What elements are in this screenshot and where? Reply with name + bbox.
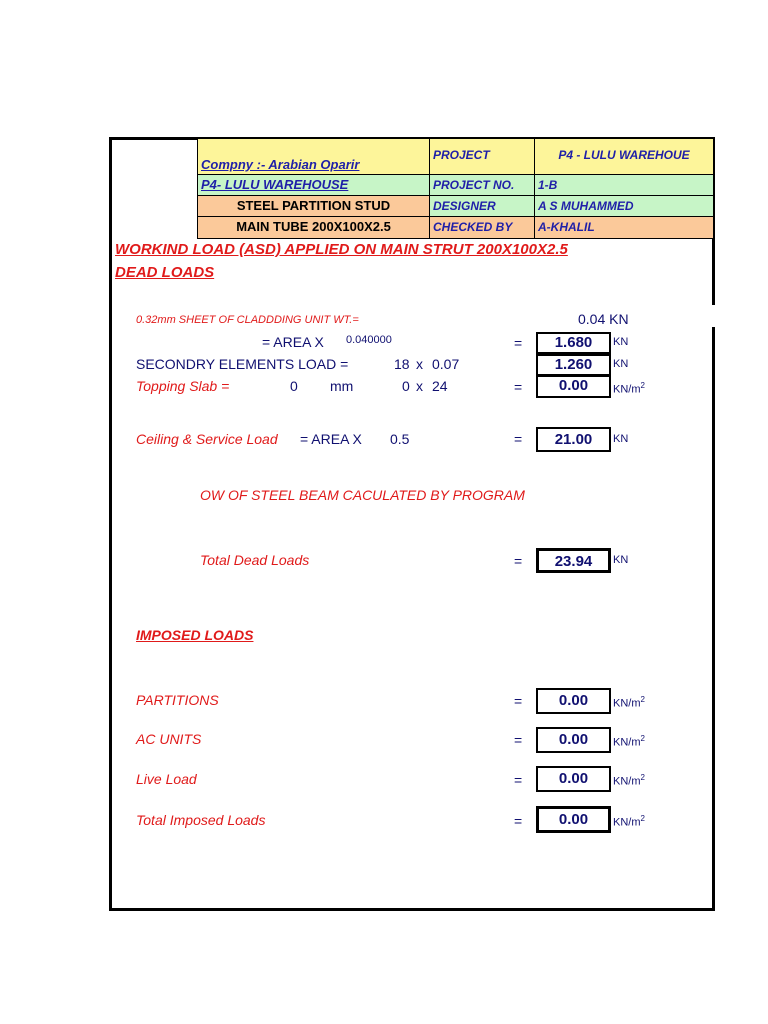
project-value: P4 - LULU WAREHOUE xyxy=(558,148,690,162)
dead-loads-heading: DEAD LOADS xyxy=(115,264,215,281)
slab-result-box: 0.00 xyxy=(536,375,611,398)
checked-by-label-cell xyxy=(429,216,535,239)
ac-units-equals: = xyxy=(514,732,523,748)
slab-x: x xyxy=(416,378,423,394)
slab-unit: $KN/m^2$ xyxy=(613,381,645,396)
area-factor: 0.040000 xyxy=(346,334,392,346)
subject-cell xyxy=(197,195,430,217)
secondary-result-box: 1.260 xyxy=(536,354,611,376)
area-equals: = xyxy=(514,335,523,351)
total-dead-box: 23.94 xyxy=(536,548,611,573)
checked-by-label: CHECKED BY xyxy=(433,220,513,234)
ceiling-result-box: 21.00 xyxy=(536,427,611,452)
project-no-value-cell xyxy=(534,174,713,196)
slab-mm: mm xyxy=(330,378,354,394)
live-load-equals: = xyxy=(514,772,523,788)
project-line: P4- LULU WAREHOUSE xyxy=(201,177,349,192)
checked-by-value: A-KHALIL xyxy=(538,220,595,234)
designer-value: A S MUHAMMED xyxy=(538,199,634,213)
partitions-label: PARTITIONS xyxy=(136,692,219,708)
company-name: Compny :- Arabian Oparir xyxy=(201,157,360,172)
ceiling-unit: KN xyxy=(613,433,629,445)
live-load-box: 0.00 xyxy=(536,766,611,792)
ac-units-label: AC UNITS xyxy=(136,731,202,747)
subject-title: STEEL PARTITION STUD xyxy=(236,198,391,213)
partitions-box: 0.00 xyxy=(536,688,611,714)
ceiling-equals: = xyxy=(514,431,523,447)
slab-equals: = xyxy=(514,379,523,395)
member-cell xyxy=(197,216,430,239)
ac-units-box: 0.00 xyxy=(536,727,611,753)
project-label-cell xyxy=(429,139,535,175)
ow-note: OW OF STEEL BEAM CACULATED BY PROGRAM xyxy=(200,487,525,503)
ac-units-unit: $KN/m^2$ xyxy=(613,734,645,749)
checked-by-value-cell xyxy=(534,216,713,239)
sheet-value: 0.04 KN xyxy=(578,311,629,327)
slab-label: Topping Slab = xyxy=(136,378,230,394)
total-dead-equals: = xyxy=(514,553,523,569)
sheet-label: 0.32mm SHEET OF CLADDDING UNIT WT.= xyxy=(136,314,359,326)
slab-qty: 0 xyxy=(402,378,410,394)
ceiling-label: Ceiling & Service Load xyxy=(136,431,278,447)
secondary-unit: KN xyxy=(613,358,629,370)
area-unit: KN xyxy=(613,336,629,348)
secondary-x: x xyxy=(416,356,423,372)
total-dead-unit: KN xyxy=(613,554,629,566)
secondary-qty: 18 xyxy=(394,356,410,372)
designer-value-cell xyxy=(534,195,713,217)
project-line-cell xyxy=(197,174,430,196)
area-result-box: 1.680 xyxy=(536,332,611,354)
partitions-equals: = xyxy=(514,693,523,709)
live-load-label: Live Load xyxy=(136,771,197,787)
designer-label-cell xyxy=(429,195,535,217)
project-no-label: PROJECT NO. xyxy=(433,178,515,192)
member-title: MAIN TUBE 200X100X2.5 xyxy=(236,219,391,234)
section-title: WORKIND LOAD (ASD) APPLIED ON MAIN STRUT 200X100X2.5 xyxy=(115,241,568,258)
total-imposed-equals: = xyxy=(514,813,523,829)
ceiling-area: = AREA X xyxy=(300,431,362,447)
project-no-value: 1-B xyxy=(538,178,558,192)
secondary-factor: 0.07 xyxy=(432,356,460,372)
project-no-label-cell xyxy=(429,174,535,196)
frame-notch xyxy=(711,305,717,327)
ceiling-factor: 0.5 xyxy=(390,431,410,447)
designer-label: DESIGNER xyxy=(433,199,496,213)
total-imposed-box: 0.00 xyxy=(536,806,611,833)
project-label: PROJECT xyxy=(433,148,490,162)
total-imposed-unit: $KN/m^2$ xyxy=(613,814,645,829)
total-imposed-label: Total Imposed Loads xyxy=(136,812,266,828)
slab-thk: 0 xyxy=(290,378,298,394)
slab-factor: 24 xyxy=(432,378,448,394)
partitions-unit: $KN/m^2$ xyxy=(613,695,645,710)
secondary-label: SECONDRY ELEMENTS LOAD = xyxy=(136,356,349,372)
area-label: = AREA X xyxy=(262,334,324,350)
live-load-unit: $KN/m^2$ xyxy=(613,773,645,788)
logo-cell xyxy=(111,139,198,239)
project-value-cell xyxy=(534,139,713,175)
company-cell xyxy=(197,139,430,175)
total-dead-label: Total Dead Loads xyxy=(200,552,310,568)
imposed-heading: IMPOSED LOADS xyxy=(136,627,254,643)
